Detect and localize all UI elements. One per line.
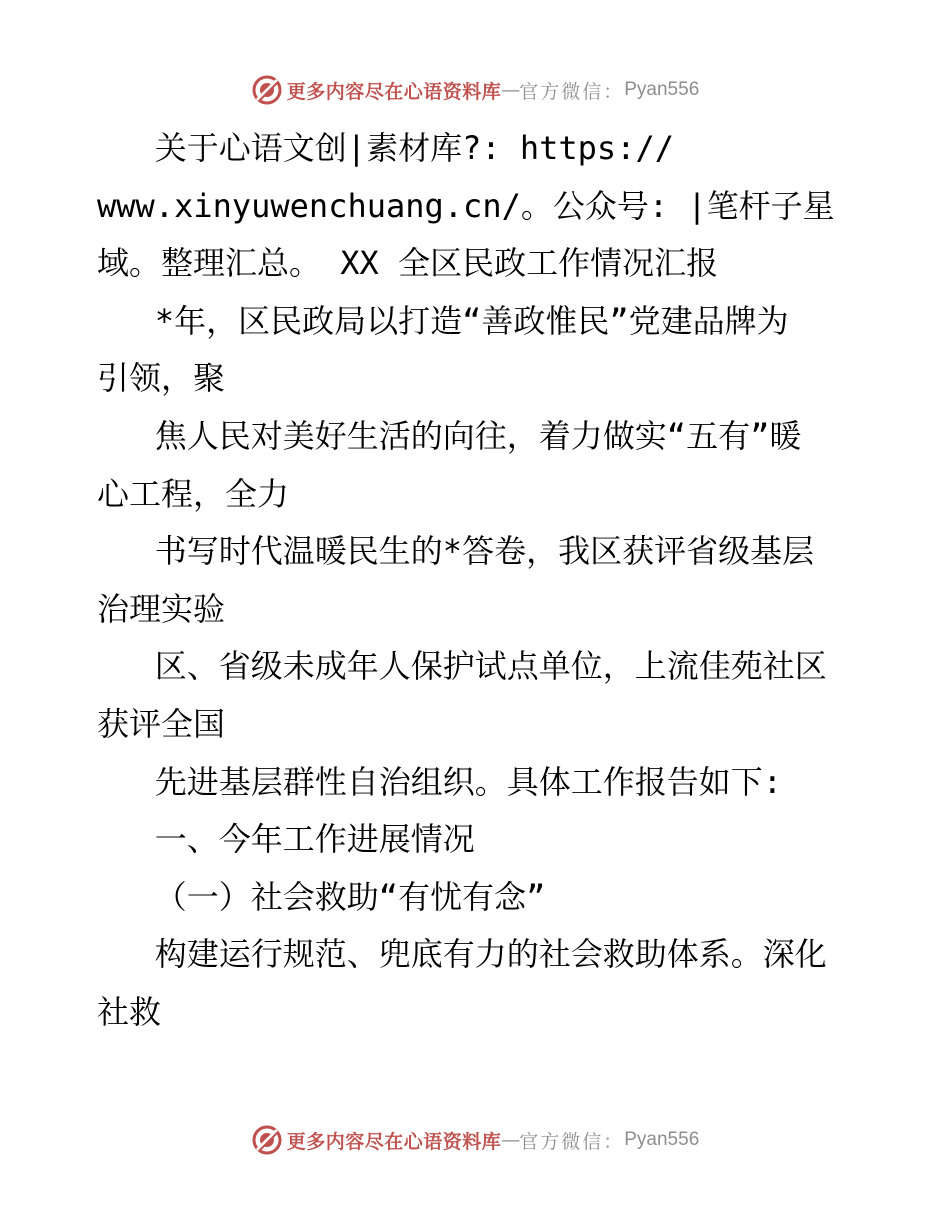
document-line: 焦人民对美好生活的向往，着力做实“五有”暖: [97, 416, 802, 455]
document-line: 区、省级未成年人保护试点单位，上流佳苑社区: [97, 647, 827, 686]
document-line: 社救: [97, 992, 162, 1031]
document-line: 一、今年工作进展情况: [97, 820, 475, 859]
header-separator: —: [501, 79, 520, 101]
document-line: 域。整理汇总。 XX 全区民政工作情况汇报: [97, 244, 719, 283]
document-line: （一）社会救助“有忧有念”: [97, 877, 546, 916]
footer-label: 官方微信：: [519, 1130, 625, 1153]
footer-watermark: [0, 1120, 950, 1160]
document-line: 治理实验: [97, 589, 226, 628]
footer-account: Pyan556: [624, 1129, 700, 1150]
header-main-text: 更多内容尽在心语资料库: [286, 80, 502, 103]
header-account: Pyan556: [624, 79, 700, 100]
document-line: www.xinyuwenchuang.cn/。公众号: |笔杆子星: [97, 186, 835, 225]
document-line: 书写时代温暖民生的*答卷，我区获评省级基层: [97, 532, 815, 571]
document-body: [97, 120, 857, 1042]
seal-logo-icon: [251, 1124, 283, 1156]
document-line: 引领，聚: [97, 359, 226, 398]
header-watermark: [0, 70, 950, 110]
document-line: 关于心语文创|素材库?: https://: [97, 129, 674, 167]
document-line: 获评全国: [97, 704, 226, 743]
document-line: 心工程，全力: [97, 474, 290, 513]
seal-logo-icon: [251, 74, 283, 106]
document-line: *年，区民政局以打造“善政惟民”党建品牌为: [97, 301, 789, 340]
footer-separator: —: [501, 1129, 520, 1151]
document-line: 构建运行规范、兜底有力的社会救助体系。深化: [97, 935, 827, 974]
header-label: 官方微信：: [519, 80, 625, 103]
document-line: 先进基层群性自治组织。具体工作报告如下:: [97, 762, 783, 801]
footer-main-text: 更多内容尽在心语资料库: [286, 1130, 502, 1153]
